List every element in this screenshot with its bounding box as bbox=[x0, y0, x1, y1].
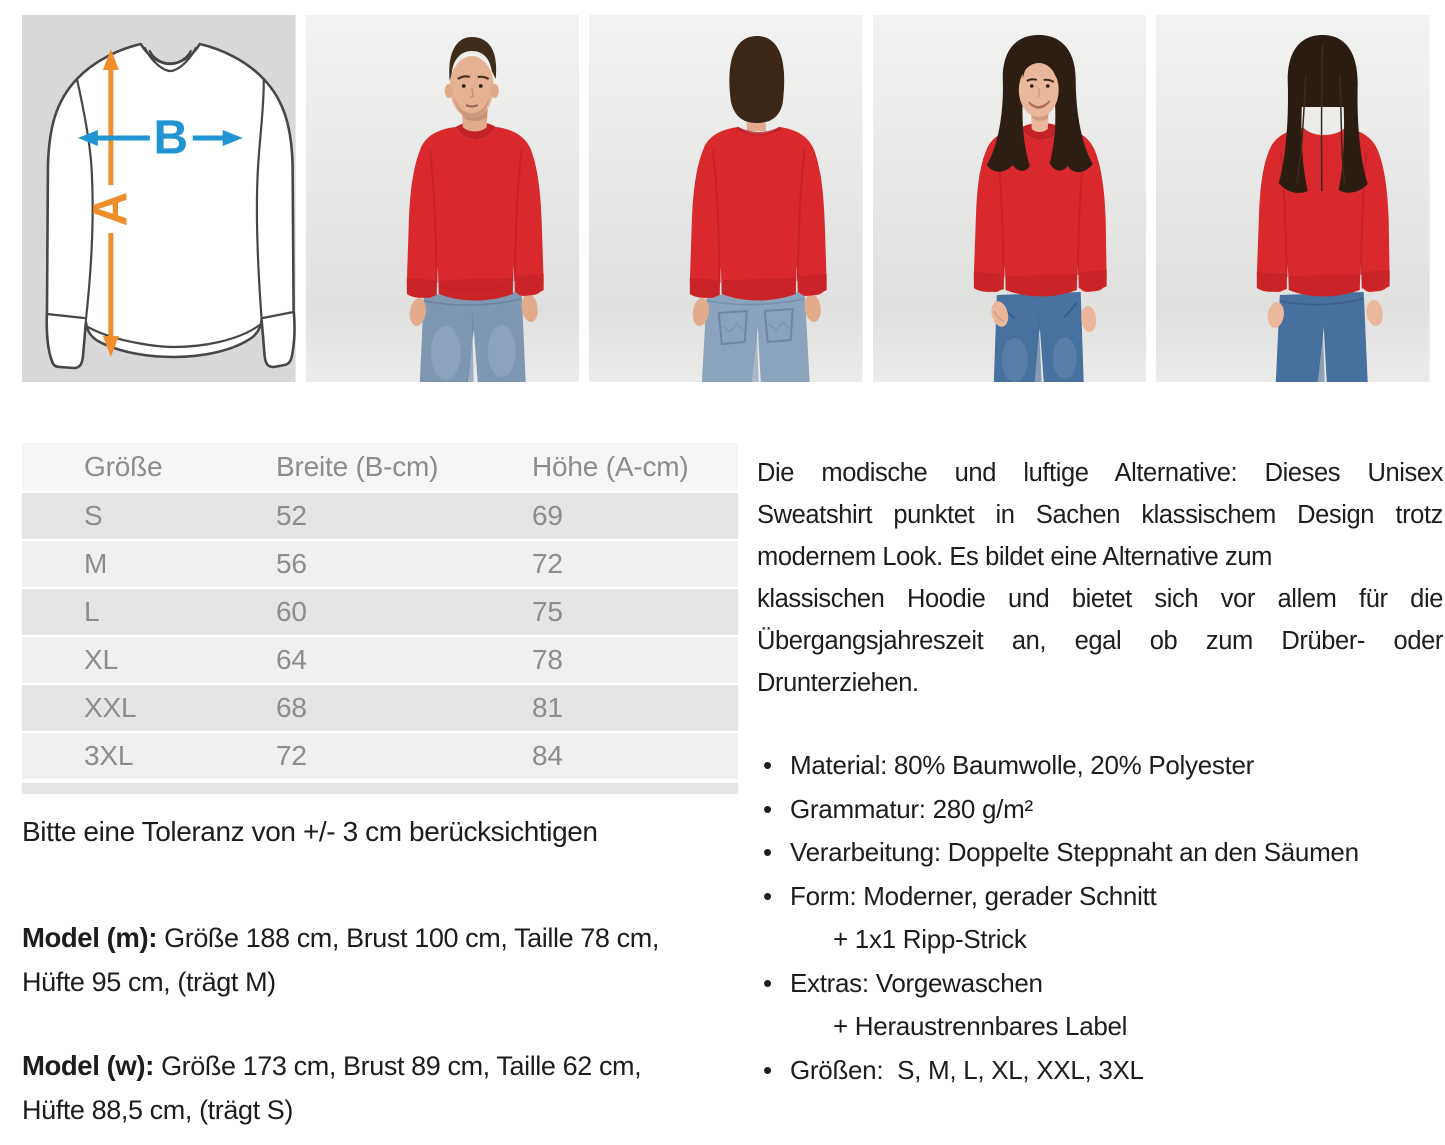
model-m-info bbox=[22, 916, 738, 1004]
cell-size: XXL bbox=[84, 692, 137, 723]
feature-form: • Form: Moderner, gerader Schnitt bbox=[757, 875, 1443, 919]
feature-extras: • Extras: Vorgewaschen bbox=[757, 962, 1443, 1006]
hair bbox=[730, 36, 785, 123]
col-header-size: Größe bbox=[84, 451, 163, 482]
size-info-column bbox=[22, 441, 738, 1132]
width-label-b: B bbox=[153, 111, 189, 165]
sweatshirt bbox=[406, 122, 543, 300]
cell-height: 69 bbox=[532, 500, 563, 531]
model-w-label: Model (w): bbox=[22, 1050, 154, 1081]
sweatshirt bbox=[1257, 128, 1390, 296]
product-image-row bbox=[22, 15, 1430, 382]
size-table-header-row bbox=[22, 443, 738, 491]
photo-woman-back bbox=[1156, 15, 1430, 382]
table-row-m bbox=[22, 541, 738, 587]
cell-height: 75 bbox=[532, 596, 563, 627]
cell-height: 81 bbox=[532, 692, 563, 723]
size-diagram-image bbox=[22, 15, 296, 382]
cell-height: 84 bbox=[532, 740, 563, 771]
product-description bbox=[757, 452, 1443, 704]
cell-size: XL bbox=[84, 644, 118, 675]
description-column bbox=[757, 452, 1443, 1092]
cell-width: 68 bbox=[276, 692, 307, 723]
model-m-label: Model (m): bbox=[22, 922, 158, 953]
table-row-3xl bbox=[22, 733, 738, 779]
description-line: Übergangsjahreszeit an, egal ob zum Drüber- oder bbox=[757, 627, 1443, 655]
description-line: modernem Look. Es bildet eine Alternative zum bbox=[757, 543, 1272, 571]
model-w-line1 bbox=[22, 1044, 738, 1088]
sweatshirt bbox=[690, 127, 827, 300]
feature-grammatur: • Grammatur: 280 g/m² bbox=[757, 788, 1443, 832]
cell-size: S bbox=[84, 500, 103, 531]
photo-woman-front bbox=[873, 15, 1147, 382]
model-m-text: Größe 188 cm, Brust 100 cm, Taille 78 cm, bbox=[164, 923, 659, 953]
tolerance-note: Bitte eine Toleranz von +/- 3 cm berücksichtigen bbox=[22, 816, 598, 847]
cell-height: 72 bbox=[532, 548, 563, 579]
col-header-width: Breite (B-cm) bbox=[276, 451, 439, 482]
photo-man-front bbox=[306, 15, 580, 382]
table-row-xl bbox=[22, 637, 738, 683]
jeans bbox=[1276, 292, 1368, 382]
photo-man-back bbox=[589, 15, 863, 382]
feature-form-cont: + 1x1 Ripp-Strick bbox=[833, 924, 1027, 954]
model-w-text: Größe 173 cm, Brust 89 cm, Taille 62 cm, bbox=[161, 1051, 642, 1081]
cell-height: 78 bbox=[532, 644, 563, 675]
height-label-a: A bbox=[84, 191, 138, 227]
cell-width: 72 bbox=[276, 740, 307, 771]
cell-size: 3XL bbox=[84, 740, 134, 771]
jeans bbox=[702, 292, 810, 382]
jeans bbox=[419, 292, 525, 382]
jeans bbox=[994, 292, 1084, 382]
cell-width: 64 bbox=[276, 644, 307, 675]
description-line: klassischen Hoodie und bietet sich vor allem für die bbox=[757, 585, 1443, 613]
table-bottom-strip bbox=[22, 783, 738, 794]
feature-extras-cont: + Heraustrennbares Label bbox=[833, 1011, 1128, 1041]
cell-width: 60 bbox=[276, 596, 307, 627]
col-header-height: Höhe (A-cm) bbox=[532, 451, 689, 482]
model-m-line2: Hüfte 95 cm, (trägt M) bbox=[22, 967, 276, 997]
table-row-l bbox=[22, 589, 738, 635]
feature-groessen: • Größen: S, M, L, XL, XXL, 3XL bbox=[757, 1049, 1443, 1093]
cell-size: L bbox=[84, 596, 100, 627]
sweatshirt bbox=[974, 123, 1107, 296]
description-line: Sweatshirt punktet in Sachen klassischem Design trotz bbox=[757, 501, 1443, 529]
cell-size: M bbox=[84, 548, 108, 579]
model-m-line1 bbox=[22, 916, 738, 960]
table-row-s bbox=[22, 493, 738, 539]
model-w-line2: Hüfte 88,5 cm, (trägt S) bbox=[22, 1095, 293, 1125]
feature-material: • Material: 80% Baumwolle, 20% Polyester bbox=[757, 744, 1443, 788]
description-line: Die modische und luftige Alternative: Dieses Unisex bbox=[757, 459, 1443, 487]
feature-verarbeitung: • Verarbeitung: Doppelte Steppnaht an den Säumen bbox=[757, 831, 1443, 875]
model-w-info bbox=[22, 1044, 738, 1132]
features-list bbox=[757, 744, 1443, 1092]
table-row-xxl bbox=[22, 685, 738, 731]
description-line: Drunterziehen. bbox=[757, 669, 919, 697]
cell-width: 52 bbox=[276, 500, 307, 531]
size-table bbox=[22, 441, 738, 781]
cell-width: 56 bbox=[276, 548, 307, 579]
